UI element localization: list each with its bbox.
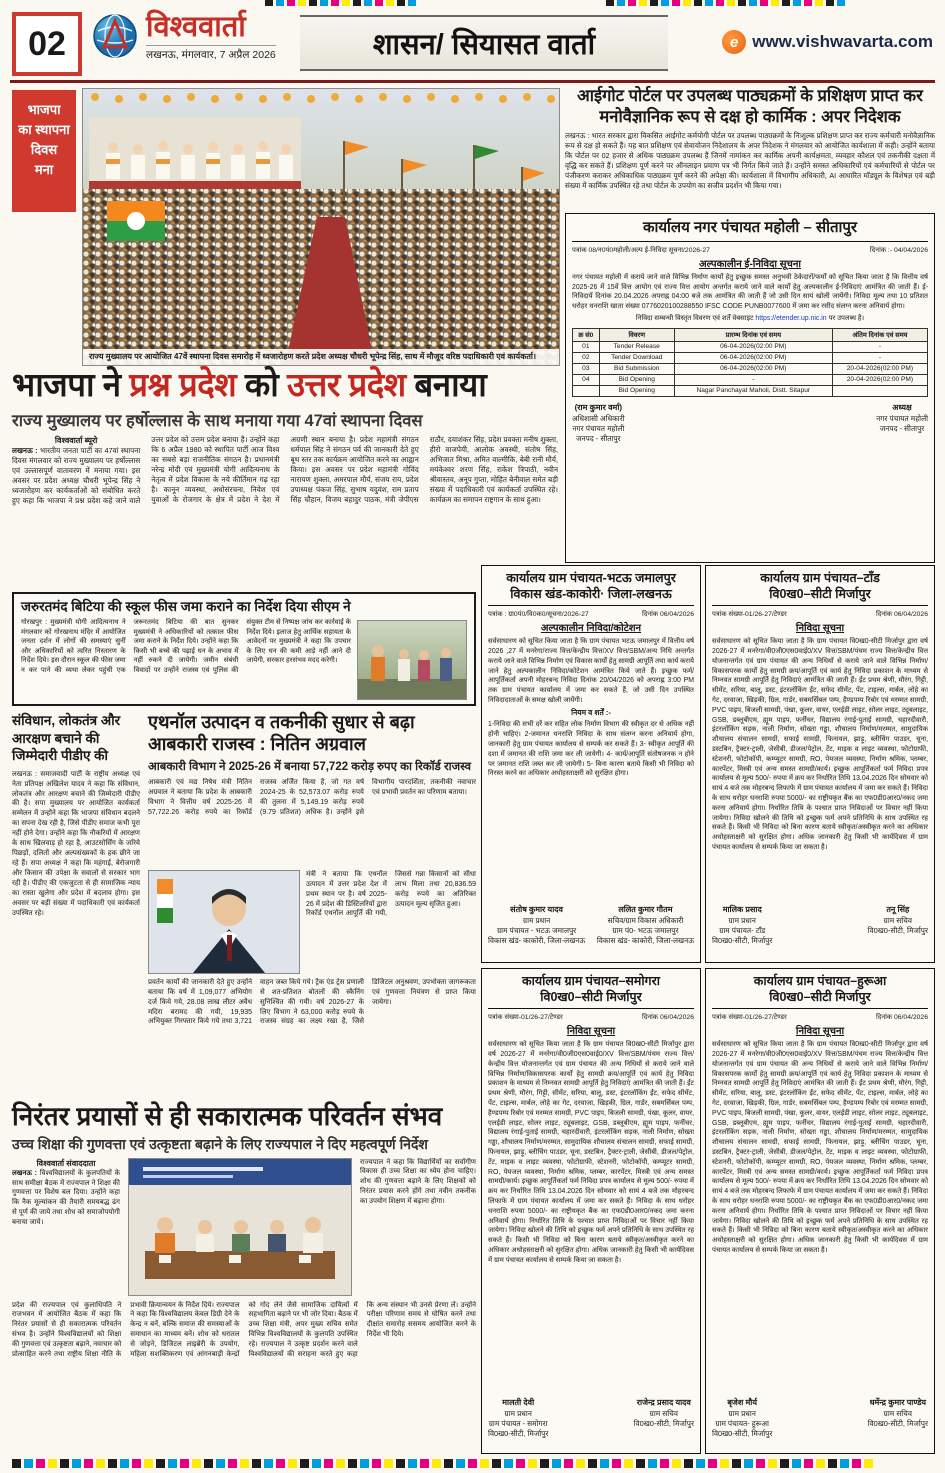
article-igot-body: लखनऊ : भारत सरकार द्वारा विकसित आईगोट कर्मयोगी पोर्टल पर उपलब्ध पाठ्यक्रमों के निःशुल्क प्रशिक्षण प्राप्त कर राज्य कर्मचारी मनोवैज्ञानिक रूप से दक्ष हो सकते हैं। यह बात प्रशिक्षण एवं सेवायोजन निदेशालय के अपर निदेशक ने मंगलवार को आयोजित कार्यशाला में कही। उन्होंने बताया कि पोर्टल पर 02 हजार से अधिक पाठ्यक्रम उपलब्ध हैं जिनमें नामांकन कर कार्मिक अपनी कार्यक्षमता, व्यवहार कौशल एवं तकनीकी दक्षता में वृद्धि कर सकते हैं। प्रशिक्षण पूर्ण करने पर ऑनलाइन प्रमाण पत्र भी निर्गत किये जाते हैं। उन्होंने समस्त अधिकारियों एवं कर्मचारियों से पोर्टल पर पंजीकरण कराकर अधिकाधिक पाठ्यक्रम पूर्ण करने की अपेक्षा की। कार्यशाला में विभागीय अधिकारी, AI आधारित मॉड्यूल के विशेषज्ञ एवं बड़ी संख्या में कार्मिक उपस्थित रहे तथा पोर्टल के उपयोग का सजीव प्रदर्शन भी किया गया।	[565, 131, 935, 190]
website-block	[722, 30, 933, 54]
article-bjp-subhead: राज्य मुख्यालय पर हर्षोल्लास के साथ मनाया गया 47वां स्थापना दिवस	[12, 411, 423, 430]
tender-ref: पत्रांक संख्या-01/26-27/टेण्डर	[712, 1014, 787, 1022]
signature-secretary: ललित कुमार गौतम सचिव/ग्राम विकास अधिकारी ग्राम पं0- भटऊ जमालपुर विकास खंड- काकोरी, जिला-लखनऊ	[596, 905, 694, 946]
page-number: 02	[12, 12, 82, 76]
flag-label-bjp-foundation-day	[12, 90, 76, 212]
tender-hurua-body: सर्वसाधारण को सूचित किया जाता है कि ग्राम पंचायत वि0ख0-सीटी मिर्जापुर द्वारा वर्ष 2026-27 में मनरेगा/वी0जी0एस0वाई0/XV वित्त/SBM/पंचम राज्य वित्त/केन्द्रीय वित्त योजनान्तर्गत एवं ग्राम पंचायत की अन्य निधियों से कराये जाने वाले विभिन्न निर्माण/विकासपरक कार्यों हेतु सामग्री क्रय/आपूर्ति एवं कार्य हेतु निविदा प्रकाशन के माध्यम से निम्नवत सामग्री आपूर्ति हेतु निविदाएं आमंत्रित की जाती हैं। ईंट प्रथम श्रेणी, मौरंग, गिट्टी, सीमेंट, सरिया, बालू, डस्ट, इंटरलॉकिंग ईंट, सफेद सीमेंट, पेंट, टाइल्स, मार्बल, लोहे का गेट, दरवाजा, खिड़की, ग्रिल, गार्डर, सबमर्सिबल पम्प, हैण्डपम्प रिबोर एवं मरम्मत सामग्री, PVC पाइप, बिजली सामग्री, पंखा, कूलर, वायर, एलईडी लाइट, सोलर लाइट, ट्यूबलाइट, GSB, डब्लूबीएम, ह्यूम पाइप, फर्नीचर, विद्यालय रंगाई-पुताई सामग्री, चहारदीवारी, इंटरलॉकिंग सड़क, नाली निर्माण, सोख्ता गड्ढा, शौचालय निर्माण/मरम्मत, सामुदायिक शौचालय संचालन सामग्री, सफाई सामग्री, फिनायल, झाड़ू, ब्लीचिंग पाउडर, चूना, डस्टबिन, ट्रैक्टर-ट्राली, जेसीबी, डीजल/पेट्रोल, टेंट, माइक व लाइट व्यवस्था, फोटोग्राफी, स्टेशनरी, फोटोकॉपी, कम्प्यूटर सामग्री, RO, पेयजल व्यवस्था, निर्माण श्रमिक, प्लम्बर, कारपेंटर, मिस्त्री एवं अन्य समस्त सामग्री/कार्य। इच्छुक आपूर्तिकर्ता फर्म निविदा प्रपत्र कार्यालय से मूल्य 500/- रुपया में क्रय कर निर्धारित तिथि 13.04.2026 दिन सोमवार को सायं 4 बजे तक मोहरबन्द लिफाफे में ग्राम पंचायत कार्यालय में जमा कर सकते हैं। निविदा के साथ धरोहर धनराशि रुपया 5000/- का राष्ट्रीयकृत बैंक का एफ0डी0आर0/नकद जमा करना अनिवार्य होगा। निर्धारित तिथि के पश्चात प्राप्त निविदाओं पर विचार नहीं किया जायेगा। निविदा खोलने की तिथि को इच्छुक फर्म अपने प्रतिनिधि के साथ उपस्थित रह सकते हैं। किसी भी निविदा को बिना कारण बताये स्वीकृत/अस्वीकृत करने का अधिकार अधोहस्ताक्षरी को सुरक्षित होगा। अधिक जानकारी हेतु किसी भी कार्यदिवस में ग्राम पंचायत कार्यालय से सम्पर्क किया जा सकता है।	[712, 1041, 928, 1254]
header-divider	[10, 80, 935, 83]
article-ethanol-body-a: आबकारी एवं मद्य निषेध मंत्री नितिन अग्रवाल ने बताया कि प्रदेश के आबकारी विभाग ने वित्तीय वर्ष 2025-26 में 57,722.26 करोड़ रुपये का रिकॉर्ड राजस्व अर्जित किया है, जो गत वर्ष 2024-25 के 52,573.07 करोड़ रुपये की तुलना में 5,149.19 करोड़ रुपये (9.79 प्रतिशत) अधिक है। उन्होंने इसे विभागीय पारदर्शिता, तकनीकी नवाचार एवं प्रभावी प्रवर्तन का परिणाम बताया।	[148, 779, 476, 816]
article-governor-body-c: प्रदेश की राज्यपाल एवं कुलाधिपति ने राजभवन में आयोजित बैठक में कहा कि निरंतर प्रयासों से ही सकारात्मक परिवर्तन संभव है। उन्होंने विश्वविद्यालयों को शिक्षा की गुणवत्ता एवं उत्कृष्टता बढ़ाने, नवाचार को प्रोत्साहित करने तथा राष्ट्रीय शिक्षा नीति के प्रभावी क्रियान्वयन के निर्देश दिये। राज्यपाल ने कहा कि विश्वविद्यालय केवल डिग्री देने के केन्द्र न बनें, बल्कि समाज की समस्याओं के समाधान का माध्यम बनें। शोध को धरातल से जोड़ने, डिजिटल लाइब्रेरी के उपयोग, महिला सशक्तिकरण एवं आंगनबाड़ी केन्द्रों को गोद लेने जैसे सामाजिक दायित्वों में सहभागिता बढ़ाने पर भी जोर दिया। बैठक में उच्च शिक्षा मंत्री, अपर मुख्य सचिव समेत विभिन्न विश्वविद्यालयों के कुलपति उपस्थित रहे। राज्यपाल ने उत्कृष्ट प्रदर्शन करने वाले विश्वविद्यालयों की सराहना करते हुए कहा कि अन्य संस्थान भी उनसे प्रेरणा लें। उन्होंने परीक्षा परिणाम समय से घोषित करने तथा दीक्षांत समारोह ससमय आयोजित करने के निर्देश भी दिये।	[12, 1301, 476, 1358]
article-ethanol-lead: आबकारी विभाग ने 2025-26 में बनाया 57,722 करोड़ रुपए का रिकॉर्ड राजस्व	[148, 761, 472, 774]
review-meeting-photo	[128, 1158, 352, 1296]
tender-tand-title: कार्यालय ग्राम पंचायत–टाँड वि0ख0–सीटी मिर्जापुर	[712, 571, 928, 606]
website-url: www.vishwavarta.com	[752, 32, 933, 51]
flag-label-line: भाजपा	[27, 102, 61, 117]
tender-bhatau-title: कार्यालय ग्राम पंचायत-भटऊ जमालपुर विकास खंड-काकोरी· जिला-लखनऊ	[488, 571, 694, 606]
tender-url-prefix: निविदा सम्बन्धी विस्तृत विवरण एवं शर्तें वेबसाइट	[635, 314, 756, 322]
tender-samogara-body: सर्वसाधारण को सूचित किया जाता है कि ग्राम पंचायत वि0ख0-सीटी मिर्जापुर द्वारा वर्ष 2026-27 में मनरेगा/वी0जी0एस0वाई0/XV वित्त/SBM/पंचम राज्य वित्त/केन्द्रीय वित्त योजनान्तर्गत एवं ग्राम पंचायत की अन्य निधियों से कराये जाने वाले विभिन्न निर्माण/विकासपरक कार्यों हेतु सामग्री क्रय/आपूर्ति एवं कार्य हेतु निविदा प्रकाशन के माध्यम से निम्नवत सामग्री आपूर्ति हेतु निविदाएं आमंत्रित की जाती हैं। ईंट प्रथम श्रेणी, मौरंग, गिट्टी, सीमेंट, सरिया, बालू, डस्ट, इंटरलॉकिंग ईंट, सफेद सीमेंट, पेंट, टाइल्स, मार्बल, लोहे का गेट, दरवाजा, खिड़की, ग्रिल, गार्डर, सबमर्सिबल पम्प, हैण्डपम्प रिबोर एवं मरम्मत सामग्री, PVC पाइप, बिजली सामग्री, पंखा, कूलर, वायर, एलईडी लाइट, सोलर लाइट, ट्यूबलाइट, GSB, डब्लूबीएम, ह्यूम पाइप, फर्नीचर, विद्यालय रंगाई-पुताई सामग्री, चहारदीवारी, इंटरलॉकिंग सड़क, नाली निर्माण, सोख्ता गड्ढा, शौचालय निर्माण/मरम्मत, सामुदायिक शौचालय संचालन सामग्री, सफाई सामग्री, फिनायल, झाड़ू, ब्लीचिंग पाउडर, चूना, डस्टबिन, ट्रैक्टर-ट्राली, जेसीबी, डीजल/पेट्रोल, टेंट, माइक व लाइट व्यवस्था, फोटोग्राफी, स्टेशनरी, फोटोकॉपी, कम्प्यूटर सामग्री, RO, पेयजल व्यवस्था, निर्माण श्रमिक, प्लम्बर, कारपेंटर, मिस्त्री एवं अन्य समस्त सामग्री/कार्य। इच्छुक आपूर्तिकर्ता फर्म निविदा प्रपत्र कार्यालय से मूल्य 500/- रुपया में क्रय कर निर्धारित तिथि 13.04.2026 दिन सोमवार को सायं 4 बजे तक मोहरबन्द लिफाफे में ग्राम पंचायत कार्यालय में जमा कर सकते हैं। निविदा के साथ धरोहर धनराशि रुपया 5000/- का राष्ट्रीयकृत बैंक का एफ0डी0आर0/नकद जमा करना अनिवार्य होगा। निर्धारित तिथि के पश्चात प्राप्त निविदाओं पर विचार नहीं किया जायेगा। निविदा खोलने की तिथि को इच्छुक फर्म अपने प्रतिनिधि के साथ उपस्थित रह सकते हैं। किसी भी निविदा को बिना कारण बताये स्वीकृत/अस्वीकृत करने का अधिकार अधोहस्ताक्षरी को सुरक्षित होगा। अधिक जानकारी हेतु किसी भी कार्यदिवस में ग्राम पंचायत कार्यालय से सम्पर्क किया जा सकता है।	[488, 1041, 694, 1264]
signature-gram-pradhan: बृजेश मौर्य ग्राम प्रधान ग्राम पंचायत- हुरूआ वि0ख0-सीटी, मिर्जापुर	[712, 1398, 773, 1439]
article-igot	[565, 86, 935, 209]
signature-gram-pradhan: संतोष कुमार यादव ग्राम प्रधान ग्राम पंचायत - भटऊ जमालपुर विकास खंड- काकोरी, जिला-लखनऊ	[488, 905, 586, 946]
masthead	[92, 13, 276, 64]
article-samvidhan-pda	[12, 712, 140, 1096]
minister-photo	[148, 870, 300, 974]
tender-notice-maholi	[565, 213, 935, 563]
byline: विश्ववार्ता संवाददाता	[36, 1158, 96, 1168]
tender-maholi-table	[572, 328, 928, 397]
table-row: 02 Tender Download 06-04-2026(02:00 PM) -	[573, 352, 928, 363]
table-row: Bid Opening Nagar Panchayat Maholi, Distt. Sitapur	[573, 385, 928, 396]
tender-samogara-subtitle: निविदा सूचना	[566, 1026, 616, 1038]
rules-title: नियम व शर्तें :-	[571, 707, 611, 717]
dateline-city: लखनऊ :	[12, 445, 38, 455]
janata-darshan-photo	[357, 620, 467, 700]
tender-hurua-subtitle: निविदा सूचना	[795, 1026, 845, 1038]
tender-notice-tand	[705, 565, 935, 963]
tender-hurua-title: कार्यालय ग्राम पंचायत–हुरूआ वि0ख0–सीटी मिर्जापुर	[712, 974, 928, 1009]
tender-ref: पत्रांक संख्या-01/26-27/टेण्डर	[488, 1014, 563, 1022]
article-bjp-foundation-day	[12, 368, 558, 585]
tender-ref: पत्रांक संख्या-01/26-27/टेण्डर	[712, 611, 787, 619]
tender-maholi-date: दिनांक :- 04/04/2026	[869, 246, 928, 254]
article-samvidhan-body: लखनऊ : समाजवादी पार्टी के राष्ट्रीय अध्यक्ष एवं नेता प्रतिपक्ष अखिलेश यादव ने कहा कि संविधान, लोकतंत्र और आरक्षण बचाने की जिम्मेदारी पीडीए की है। सपा मुख्यालय पर आयोजित कार्यकर्ता सम्मेलन में उन्होंने कहा कि भाजपा संविधान बदलने का सपना देख रही है, जिसे पीडीए समाज कभी पूरा नहीं होने देगा। उन्होंने कहा कि नौकरियों में आरक्षण के साथ खिलवाड़ हो रहा है, आउटसोर्सिंग के जरिये पिछड़ों, दलितों और अल्पसंख्यकों के हक छीने जा रहे हैं। सपा अध्यक्ष ने कहा कि महंगाई, बेरोजगारी और किसान की उपेक्षा के सवालों से सरकार भाग रही है। पीडीए की एकजुटता से ही सामाजिक न्याय का रास्ता खुलेगा और प्रदेश में बदलाव होगा। इस अवसर पर बड़ी संख्या में पदाधिकारी एवं कार्यकर्ता उपस्थित रहे।	[12, 770, 140, 917]
article-cm-body: गोरखपुर : मुख्यमंत्री योगी आदित्यनाथ ने मंगलवार को गोरखनाथ मंदिर में आयोजित जनता दर्शन में लोगों की समस्याएं सुनीं और अधिकारियों को त्वरित निस्तारण के निर्देश दिये। इस दौरान स्कूल की फीस जमा न कर पाने की व्यथा लेकर पहुंची एक जरूरतमंद बिटिया की बात सुनकर मुख्यमंत्री ने अधिकारियों को तत्काल फीस जमा कराने के निर्देश दिये। उन्होंने कहा कि किसी भी बच्चे की पढ़ाई धन के अभाव में नहीं रुकने दी जायेगी। जमीन संबंधी विवादों पर उन्होंने राजस्व एवं पुलिस की संयुक्त टीम से निष्पक्ष जांच कर कार्रवाई के निर्देश दिये। इलाज हेतु आर्थिक सहायता के आवेदनों पर मुख्यमंत्री ने कहा कि उपचार के लिए धन की कमी आड़े नहीं आने दी जायेगी, सरकार हरसंभव मदद करेगी।	[21, 619, 351, 674]
article-samvidhan-headline: संविधान, लोकतंत्र और आरक्षण बचाने की जिम्मेदारी पीडीए की	[12, 713, 121, 764]
body-text: विश्वविद्यालयों के कुलपतियों के साथ समीक्षा बैठक में राज्यपाल ने शिक्षा की गुणवत्ता पर विशेष बल दिया। उन्होंने कहा कि नैक मूल्यांकन की तैयारी समयबद्ध ढंग से पूर्ण की जाये तथा शोध को समाजोपयोगी बनाया जाये।	[12, 1169, 120, 1226]
article-governor-headline: निरंतर प्रयासों से ही सकारात्मक परिवर्तन संभव	[12, 1101, 443, 1131]
table-row: 04 Bid Opening - 20-04-2026(02:00 PM)	[573, 374, 928, 385]
table-header: प्रारम्भ दिनांक एवं समय	[674, 328, 832, 341]
article-cm-school-fee-box	[12, 592, 476, 706]
article-cm-headline: जरुरतमंद बिटिया की स्कूल फीस जमा कराने का निर्देश दिया सीएम ने	[21, 599, 351, 614]
article-governor-body-a	[12, 1158, 120, 1294]
article-igot-headline: आईगोट पोर्टल पर उपलब्ध पाठ्यक्रमों के प्रशिक्षण प्राप्त कर मनोवैज्ञानिक रूप से दक्ष हो कार्मिक : अपर निदेशक	[577, 87, 923, 126]
signature-gram-pradhan: मालिक प्रसाद ग्राम प्रधान ग्राम पंचायत- टाँड वि0ख0-सीटी, मिर्जापुर	[712, 905, 773, 946]
photo-caption: राज्य मुख्यालय पर आयोजित 47वें स्थापना दिवस समारोह में ध्वजारोहण करते प्रदेश अध्यक्ष चौधरी भूपेन्द्र सिंह, साथ में मौजूद वरिष्ठ पदाधिकारी एवं कार्यकर्ता।	[83, 349, 559, 365]
tender-date: दिनांक 06/04/2026	[875, 1014, 928, 1022]
e-logo-icon: e	[722, 30, 746, 54]
article-bjp-body	[12, 435, 558, 585]
tender-notice-hurua	[705, 968, 935, 1454]
tender-bhatau-body: सर्वसाधारण को सूचित किया जाता है कि ग्राम पंचायत भटऊ जमालपुर में वित्तीय वर्ष 2026 ,27 में मनरेगा/राज्य वित्त/केन्द्रीय वित्त/XV वित्त/SBM/अन्य निधि अन्तर्गत कराये जाने वाले विभिन्न निर्माण एवं विकास कार्यों हेतु सामग्री आपूर्ति तथा कार्य कराये जाने हेतु अल्पकालीन निविदा/कोटेशन आमंत्रित किये जाते हैं। इच्छुक फर्म/आपूर्तिकर्ता अपनी मोहरबन्द निविदा दिनांक 20/04/2026 को अपराह्न 3:00 PM तक ग्राम पंचायत कार्यालय में जमा कर सकते हैं, जो उसी दिन उपस्थित निविदादाताओं के समक्ष खोली जायेंगी। नियम व शर्तें :- 1-निविदा की सभी दरें कर सहित लोक निर्माण विभाग की स्वीकृत दर से अधिक नहीं होनी चाहिए। 2-जमानत धनराशि निविदा के साथ संलग्न करना अनिवार्य होगा, जानकारी हेतु ग्राम पंचायत कार्यालय से सम्पर्क कर सकते हैं। 3- स्वीकृत आपूर्ति की दशा में जमानत की राशि जमा कर ली जायेगी। 4- कार्य/आपूर्ति संतोषजनक न होने पर जमानत राशि जब्त कर ली जायेगी। 5- बिना कारण बताये किसी भी निविदा को निरस्त करने का अधिकार अधोहस्ताक्षरी को सुरक्षित होगा।	[488, 638, 694, 778]
print-registration-marks-top-right	[606, 0, 845, 6]
flag-label-line: का स्थापना	[18, 122, 70, 138]
section-title: शासन/ सियासत वार्ता	[300, 15, 668, 71]
article-ethanol-excise	[148, 712, 476, 1096]
tender-bhatau-subtitle: अल्पकालीन निविदा/कोटेशन	[540, 623, 642, 635]
tender-ref: पत्रांक : ग्रा0पं0/वि0क0/सूचना/2026-27	[488, 611, 589, 619]
article-ethanol-headline: एथनॉल उत्पादन व तकनीकी सुधार से बढ़ा आबकारी राजस्व : नितिन अग्रवाल	[148, 712, 415, 754]
tender-tand-subtitle: निविदा सूचना	[795, 623, 845, 635]
article-governor-higher-education	[12, 1102, 476, 1458]
flag-label-line: दिवस	[30, 142, 58, 158]
tender-tand-body: सर्वसाधारण को सूचित किया जाता है कि ग्राम पंचायत वि0ख0-सीटी मिर्जापुर द्वारा वर्ष 2026-27 में मनरेगा/वी0जी0एस0वाई0/XV वित्त/SBM/पंचम राज्य वित्त/केन्द्रीय वित्त योजनान्तर्गत एवं ग्राम पंचायत की अन्य निधियों से कराये जाने वाले विभिन्न निर्माण/विकासपरक कार्यों हेतु सामग्री क्रय/आपूर्ति एवं कार्य हेतु निविदा प्रकाशन के माध्यम से निम्नवत सामग्री आपूर्ति हेतु निविदाएं आमंत्रित की जाती हैं। ईंट प्रथम श्रेणी, मौरंग, गिट्टी, सीमेंट, सरिया, बालू, डस्ट, इंटरलॉकिंग ईंट, सफेद सीमेंट, पेंट, टाइल्स, मार्बल, लोहे का गेट, दरवाजा, खिड़की, ग्रिल, गार्डर, सबमर्सिबल पम्प, हैण्डपम्प रिबोर एवं मरम्मत सामग्री, PVC पाइप, बिजली सामग्री, पंखा, कूलर, वायर, एलईडी लाइट, सोलर लाइट, ट्यूबलाइट, GSB, डब्लूबीएम, ह्यूम पाइप, फर्नीचर, विद्यालय रंगाई-पुताई सामग्री, चहारदीवारी, इंटरलॉकिंग सड़क, नाली निर्माण, सोख्ता गड्ढा, शौचालय निर्माण/मरम्मत, सामुदायिक शौचालय संचालन सामग्री, सफाई सामग्री, फिनायल, झाड़ू, ब्लीचिंग पाउडर, चूना, डस्टबिन, ट्रैक्टर-ट्राली, जेसीबी, डीजल/पेट्रोल, टेंट, माइक व लाइट व्यवस्था, फोटोग्राफी, स्टेशनरी, फोटोकॉपी, कम्प्यूटर सामग्री, RO, पेयजल व्यवस्था, निर्माण श्रमिक, प्लम्बर, कारपेंटर, मिस्त्री एवं अन्य समस्त सामग्री/कार्य। इच्छुक आपूर्तिकर्ता फर्म निविदा प्रपत्र कार्यालय से मूल्य 500/- रुपया में क्रय कर निर्धारित तिथि 13.04.2026 दिन सोमवार को सायं 4 बजे तक मोहरबन्द लिफाफे में ग्राम पंचायत कार्यालय में जमा कर सकते हैं। निविदा के साथ धरोहर धनराशि रुपया 5000/- का राष्ट्रीयकृत बैंक का एफ0डी0आर0/नकद जमा करना अनिवार्य होगा। निर्धारित तिथि के पश्चात प्राप्त निविदाओं पर विचार नहीं किया जायेगा। निविदा खोलने की तिथि को इच्छुक फर्म अपने प्रतिनिधि के साथ उपस्थित रह सकते हैं। किसी भी निविदा को बिना कारण बताये स्वीकृत/अस्वीकृत करने का अधिकार अधोहस्ताक्षरी को सुरक्षित होगा। अधिक जानकारी हेतु किसी भी कार्यदिवस में ग्राम पंचायत कार्यालय से सम्पर्क किया जा सकता है।	[712, 638, 928, 851]
tender-notice-bhatau-jamalpur	[481, 565, 701, 963]
tender-url-suffix: पर उपलब्ध है।	[826, 314, 865, 322]
tender-maholi-title: कार्यालय नगर पंचायत महोली – सीतापुर	[572, 219, 928, 242]
signature-secretary: तनू सिंह ग्राम सचिव वि0ख0-सीटी, मिर्जापुर	[867, 905, 928, 936]
table-row: 03 Bid Submission 06-04-2026(02:00 PM) 20-04-2026(02:00 PM)	[573, 363, 928, 374]
signature-secretary: धर्मेन्द्र कुमार पाण्डेय ग्राम सचिव वि0ख0-सीटी, मिर्जापुर	[867, 1398, 928, 1429]
tender-date: दिनांक 06/04/2026	[641, 611, 694, 619]
table-header: क्र सं0	[573, 328, 600, 341]
print-registration-marks-top-left	[265, 0, 416, 6]
tender-maholi-subtitle: अल्पकालीन ई-निविदा सूचना	[698, 258, 802, 270]
signature-gram-pradhan: मालती देवी ग्राम प्रधान ग्राम पंचायत - समोगरा वि0ख0-सीटी, मिर्जापुर	[488, 1398, 549, 1439]
flag-label-line: मना	[34, 162, 54, 178]
signature-chairman: अध्यक्ष नगर पंचायत महोली जनपद - सीतापुर	[876, 402, 928, 433]
table-header: विवरण	[599, 328, 674, 341]
table-header: अंतिम दिनांक एवं समय	[832, 328, 927, 341]
article-bjp-headline: भाजपा ने प्रश्न प्रदेश को उत्तर प्रदेश बनाया	[12, 366, 487, 403]
article-governor-body-b: राज्यपाल ने कहा कि विद्यार्थियों का सर्वांगीण विकास ही उच्च शिक्षा का ध्येय होना चाहिए। शोध की गुणवत्ता बढ़ाने के लिए शिक्षकों को निरंतर प्रयास करने होंगे तथा नवीन तकनीक का उपयोग शिक्षण में बढ़ाना होगा।	[360, 1158, 476, 1205]
print-registration-marks-bottom	[12, 1459, 933, 1468]
event-photo	[82, 88, 560, 366]
body-text: भारतीय जनता पार्टी का 47वां स्थापना दिवस मंगलवार को राज्य मुख्यालय पर हर्षोल्लास एवं उल्लासपूर्ण वातावरण में मनाया गया। इस अवसर पर प्रदेश अध्यक्ष चौधरी भूपेन्द्र सिंह ने ध्वजारोहण कर कार्यकर्ताओं को संबोधित करते हुए कहा कि भाजपा ने प्रश्न प्रदेश कहे जाने वाले उत्तर प्रदेश को उत्तम प्रदेश बनाया है। उन्होंने कहा कि 6 अप्रैल 1980 को स्थापित पार्टी आज विश्व का सबसे बड़ा राजनीतिक संगठन है। प्रधानमंत्री नरेन्द्र मोदी एवं मुख्यमंत्री योगी आदित्यनाथ के नेतृत्व में प्रदेश विकास के नये कीर्तिमान गढ़ रहा है। कानून व्यवस्था, अधोसंरचना, निवेश एवं युवाओं के रोजगार के क्षेत्र में प्रदेश ने देश में अग्रणी स्थान बनाया है। प्रदेश महामंत्री संगठन धर्मपाल सिंह ने संगठन पर्व की जानकारी देते हुए बूथ स्तर तक कार्यक्रम आयोजित करने का आह्वान किया। इस अवसर पर प्रदेश महामंत्री गोविंद नारायण शुक्ला, अमरपाल मौर्य, संजय राय, प्रदेश उपाध्यक्ष पंकज सिंह, सुभाष यदुवंश, राम प्रताप सिंह चौहान, विजय बहादुर पाठक, मंत्री जेपीएस राठौर, दयाशंकर सिंह, प्रदेश प्रवक्ता मनीष शुक्ला, हीरो वाजपेयी, आलोक अवस्थी, संतोष सिंह, अभिजात मिश्रा, अमित वाल्मीकि, बेबी रानी मौर्य, मयंकेश्वर शरण सिंह, राकेश त्रिपाठी, नवीन श्रीवास्तव, अनूप गुप्ता, मोहित बेनीवाल समेत बड़ी संख्या में पदाधिकारी एवं कार्यकर्ता उपस्थित रहे। कार्यक्रम का समापन राष्ट्रगान के साथ हुआ।	[12, 434, 558, 505]
brand-name: विश्ववार्ता	[146, 11, 246, 43]
tender-maholi-body: नगर पंचायत महोली में कराये जाने वाले विभिन्न निर्माण कार्यों हेतु इच्छुक समस्त अनुभवी ठेकेदारों/फर्मों को सूचित किया जाता है कि वित्तीय वर्ष 2025-26 में 15वें वित्त आयोग एवं राज्य वित्त आयोग अन्तर्गत कराये जाने वाले कार्यों हेतु अल्पकालीन ई-निविदाएं आमंत्रित की जाती हैं। ई-निविदायें दिनांक 20.04.2026 अपराह्न 04:00 बजे तक आमंत्रित की जाती हैं जो उसी दिन सायं खोली जायेंगी। निविदा मूल्य तथा 10 प्रतिशत धरोहर धनराशि खाता संख्या 0776020100288550 IFSC CODE PUNB0077600 में जमा कर रसीद संलग्न करना अनिवार्य होगा।	[572, 273, 928, 311]
signature-executive-officer: (राम कुमार वर्मा) अधिशासी अधिकारी नगर पंचायत महोली जनपद - सीतापुर	[572, 402, 625, 443]
table-row: 01 Tender Release 06-04-2026(02:00 PM) -	[573, 341, 928, 352]
tender-maholi-url-line	[572, 314, 928, 324]
tender-notice-samogara	[481, 968, 701, 1454]
article-ethanol-body-c: प्रवर्तन कार्यों की जानकारी देते हुए उन्होंने बताया कि वर्ष में 1,09,077 अभियोग दर्ज किये गये, 28.08 लाख लीटर अवैध मदिरा बरामद की गयी, 19,935 अभियुक्त गिरफ्तार किये गये तथा 3,721 वाहन जब्त किये गये। ट्रैक एंड ट्रेस प्रणाली से शत-प्रतिशत बोतलों की स्कैनिंग सुनिश्चित की गयी। वर्ष 2026-27 के लिए विभाग ने 63,000 करोड़ रुपये के राजस्व संग्रह का लक्ष्य रखा है, जिसे डिजिटल अनुश्रवण, उपभोक्ता जागरूकता एवं गुणवत्ता नियंत्रण से प्राप्त किया जायेगा।	[148, 979, 476, 1026]
tender-date: दिनांक 06/04/2026	[641, 1014, 694, 1022]
signature-secretary: राजेन्द्र प्रसाद यादव ग्राम सचिव वि0ख0-सीटी, मिर्जापुर	[633, 1398, 694, 1429]
globe-logo-icon	[92, 13, 138, 64]
tender-date: दिनांक 06/04/2026	[875, 611, 928, 619]
dateline-city: लखनऊ :	[12, 1169, 38, 1177]
brand-dateline: लखनऊ, मंगलवार, 7 अप्रैल 2026	[146, 45, 276, 62]
tender-url: https://etender.up.nic.in	[755, 314, 827, 322]
article-ethanol-body-b: मंत्री ने बताया कि एथनॉल उत्पादन में उत्तर प्रदेश देश में प्रथम स्थान पर है। वर्ष 2025-26 में प्रदेश की डिस्टिलरियों द्वारा रिकॉर्ड एथनॉल आपूर्ति की गयी, जिससे गन्ना किसानों को सीधा लाभ मिला तथा 20,836.59 करोड़ रुपये का अतिरिक्त उत्पादन मूल्य सृजित हुआ।	[306, 871, 476, 918]
tender-samogara-title: कार्यालय ग्राम पंचायत–समोगरा वि0ख0–सीटी मिर्जापुर	[488, 974, 694, 1009]
article-governor-subhead: उच्च शिक्षा की गुणवत्ता एवं उत्कृष्टता बढ़ाने के लिए राज्यपाल ने दिए महत्वपूर्ण निर्देश	[12, 1135, 428, 1152]
tender-maholi-ref: पत्रांक 08/न0पं0महोली/अल्प ई-निविदा सूचना/2026-27	[572, 246, 710, 254]
byline: विश्ववार्ता ब्यूरो	[54, 435, 98, 445]
